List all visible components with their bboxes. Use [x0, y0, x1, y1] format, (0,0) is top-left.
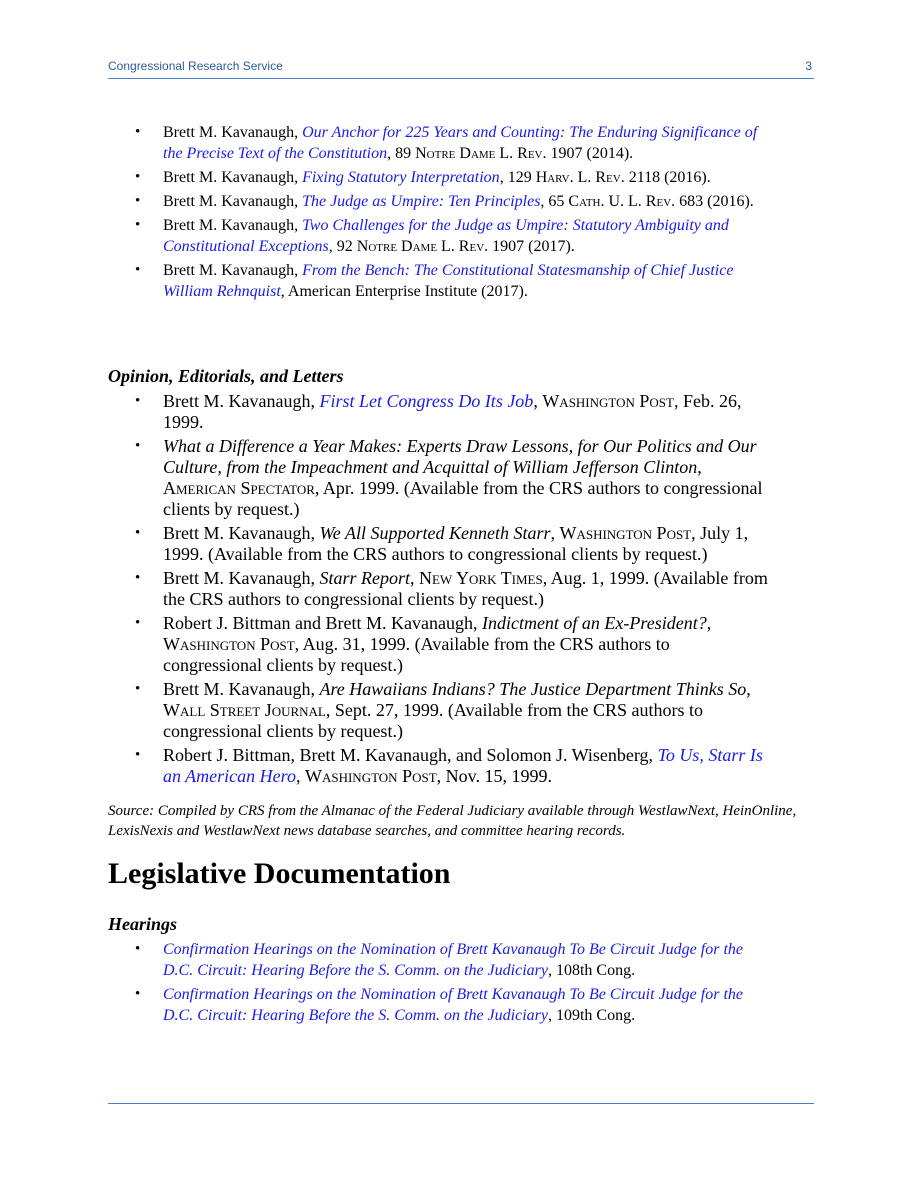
article-link[interactable]: First Let Congress Do Its Job [319, 391, 534, 411]
hearing-link[interactable]: Confirmation Hearings on the Nomination of Brett Kavanaugh To Be Circuit Judge for the D.C. Circuit: Hearing Before the S. Comm. on the Judiciary [163, 941, 743, 979]
section-heading: Opinion, Editorials, and Letters [108, 366, 344, 386]
list-item: • Brett M. Kavanaugh, We All Supported Kenneth Starr, Washington Post, July 1, 1999. (Available from the CRS authors to congressional clients by request.) [135, 523, 749, 564]
articles-section [0, 122, 920, 305]
bullet-icon: • [135, 193, 141, 209]
source-note: Source: Compiled by CRS from the Almanac of the Federal Judiciary available through WestlawNext, HeinOnline, LexisNexis and WestlawNext news database searches, and committee hearing records. [108, 803, 797, 839]
list-item: • Brett M. Kavanaugh, The Judge as Umpire: Ten Principles, 65 Cath. U. L. Rev. 683 (2016). [135, 193, 754, 210]
bullet-icon: • [135, 615, 141, 631]
list-item: • Brett M. Kavanaugh, Are Hawaiians Indians? The Justice Department Thinks So, Wall Street Journal, Sept. 27, 1999. (Available from the CRS authors to congressional clients by request.) [135, 679, 751, 741]
article-link[interactable]: From the Bench: The Constitutional Statesmanship of Chief Justice William Rehnquist [163, 262, 734, 300]
list-item: • Confirmation Hearings on the Nomination of Brett Kavanaugh To Be Circuit Judge for the D.C. Circuit: Hearing Before the S. Comm. on the Judiciary, 108th Cong. [135, 941, 743, 979]
list-item: • Brett M. Kavanaugh, Fixing Statutory Interpretation, 129 Harv. L. Rev. 2118 (2016). [135, 169, 711, 186]
page-number: 3 [805, 59, 812, 73]
bullet-icon: • [135, 169, 141, 185]
page-title: Legislative Documentation [108, 857, 451, 890]
header-org: Congressional Research Service [108, 59, 283, 73]
bullet-icon: • [135, 570, 141, 586]
bullet-icon: • [135, 124, 141, 140]
bullet-icon: • [135, 986, 141, 1002]
bullet-icon: • [135, 438, 141, 454]
hearings-section [0, 913, 920, 1029]
bullet-icon: • [135, 681, 141, 697]
list-item: • Brett M. Kavanaugh, Two Challenges for the Judge as Umpire: Statutory Ambiguity and Constitutional Exceptions, 92 Notre Dame L. Rev. 1907 (2017). [135, 217, 729, 255]
bullet-icon: • [135, 217, 141, 233]
article-link[interactable]: The Judge as Umpire: Ten Principles [302, 193, 541, 210]
bullet-icon: • [135, 393, 141, 409]
list-item: • What a Difference a Year Makes: Experts Draw Lessons, for Our Politics and Our Culture, from the Impeachment and Acquittal of William Jefferson Clinton, American Spectator, Apr. 1999. (Available from the CRS authors to congressional clients by request.) [135, 436, 763, 519]
bullet-icon: • [135, 747, 141, 763]
article-link[interactable]: Our Anchor for 225 Years and Counting: The Enduring Significance of the Precise Text of the Constitution [163, 124, 758, 162]
list-item: • Robert J. Bittman, Brett M. Kavanaugh, and Solomon J. Wisenberg, To Us, Starr Is an American Hero, Washington Post, Nov. 15, 1999. [135, 745, 763, 786]
footer-rule [108, 1103, 814, 1104]
list-item: • Confirmation Hearings on the Nomination of Brett Kavanaugh To Be Circuit Judge for the D.C. Circuit: Hearing Before the S. Comm. on the Judiciary, 109th Cong. [135, 986, 743, 1024]
section-heading: Hearings [108, 914, 178, 934]
page-header [108, 58, 814, 79]
bullet-icon: • [135, 941, 141, 957]
list-item: • Brett M. Kavanaugh, First Let Congress Do Its Job, Washington Post, Feb. 26, 1999. [135, 391, 742, 432]
hearing-link[interactable]: Confirmation Hearings on the Nomination of Brett Kavanaugh To Be Circuit Judge for the D.C. Circuit: Hearing Before the S. Comm. on the Judiciary [163, 986, 743, 1024]
list-item: • Brett M. Kavanaugh, From the Bench: The Constitutional Statesmanship of Chief Justice William Rehnquist, American Enterprise Institute (2017). [135, 262, 734, 300]
article-link[interactable]: Two Challenges for the Judge as Umpire: Statutory Ambiguity and Constitutional Exceptions [163, 217, 729, 255]
list-item: • Robert J. Bittman and Brett M. Kavanaugh, Indictment of an Ex-President?, Washington Post, Aug. 31, 1999. (Available from the CRS authors to congressional clients by request.) [135, 613, 712, 675]
list-item: • Brett M. Kavanaugh, Starr Report, New York Times, Aug. 1, 1999. (Available from the CRS authors to congressional clients by request.) [135, 568, 768, 609]
opinion-section [0, 365, 920, 790]
bullet-icon: • [135, 262, 141, 278]
bullet-icon: • [135, 525, 141, 541]
list-item: • Brett M. Kavanaugh, Our Anchor for 225 Years and Counting: The Enduring Significance of the Precise Text of the Constitution, 89 Notre Dame L. Rev. 1907 (2014). [135, 124, 758, 162]
article-link[interactable]: To Us, Starr Is an American Hero [163, 745, 763, 786]
article-link[interactable]: Fixing Statutory Interpretation [302, 169, 500, 186]
